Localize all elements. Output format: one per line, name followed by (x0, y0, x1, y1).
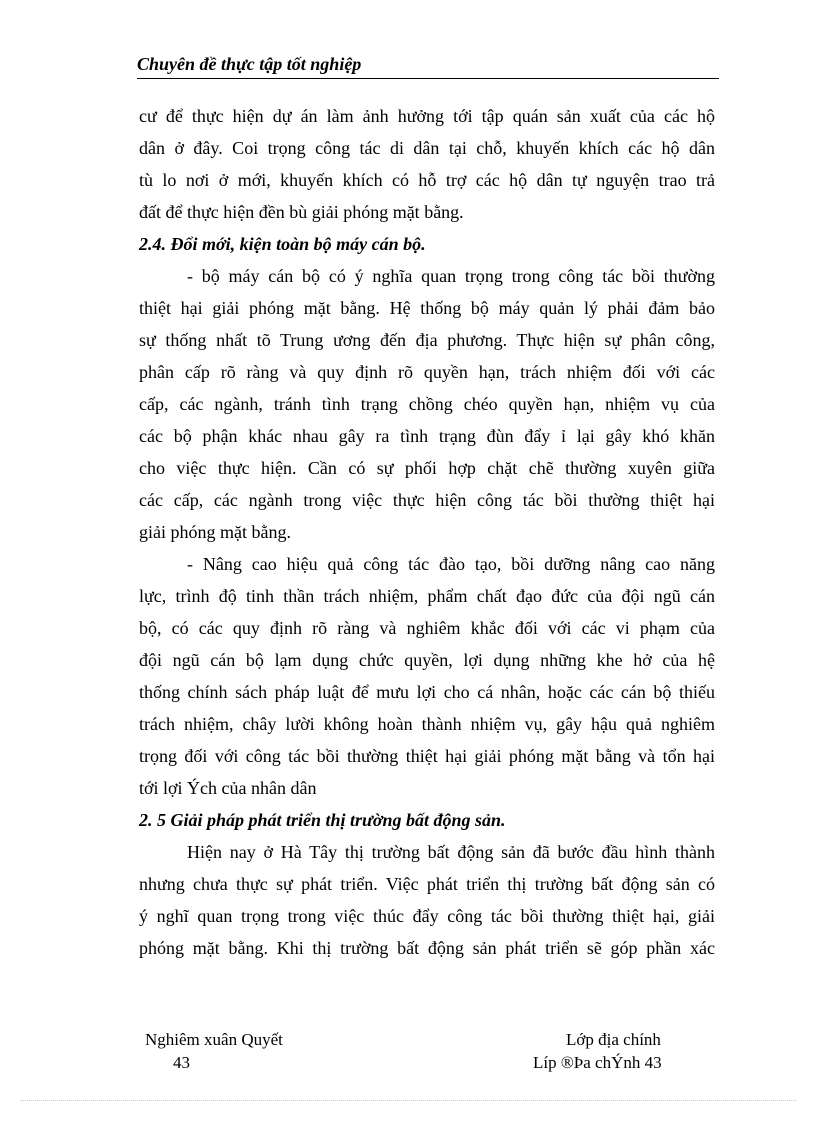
body-text-line: cấp, các ngành, tránh tình trạng chồng chéo quyền hạn, nhiệm vụ của (139, 394, 715, 414)
body-text-line: trọng đối với công tác bồi thường thiệt hại giải phóng mặt bằng và tổn hại (139, 746, 715, 766)
body-text-line: nhưng chưa thực sự phát triển. Việc phát triển thị trường bất động sản có (139, 874, 715, 894)
body-text-line: các bộ phận khác nhau gây ra tình trạng đùn đẩy ỉ lại gây khó khăn (139, 426, 715, 446)
body-text-line: đất để thực hiện đền bù giải phóng mặt bằng. (139, 202, 464, 222)
footer-class-name-legacy: Líp ®Þa chÝnh 43 (533, 1053, 662, 1072)
footer-left (145, 1028, 283, 1074)
section-heading: 2. 5 Giải pháp phát triển thị trường bất động sản. (139, 810, 506, 830)
footer-author: Nghiêm xuân Quyết (145, 1030, 283, 1049)
body-text-line: thiệt hại giải phóng mặt bằng. Hệ thống bộ máy quản lý phải đảm bảo (139, 298, 715, 318)
body-text-line: sự thống nhất tõ Trung ương đến địa phương. Thực hiện sự phân công, (139, 330, 715, 350)
page-edge-divider (20, 1100, 796, 1101)
body-text-line: cư để thực hiện dự án làm ảnh hưởng tới tập quán sản xuất của các hộ (139, 106, 715, 126)
page-header (137, 50, 719, 79)
body-text-line: dân ở đây. Coi trọng công tác di dân tại chỗ, khuyến khích các hộ dân (139, 138, 715, 158)
body-text-line: phân cấp rõ ràng và quy định rõ quyền hạn, trách nhiệm đối với các (139, 362, 715, 382)
footer-right (533, 1028, 662, 1074)
body-text-line: ý nghĩ quan trọng trong việc thúc đẩy công tác bồi thường thiệt hại, giải (139, 906, 715, 926)
footer-class-name: Lớp địa chính (566, 1030, 661, 1049)
body-text-line: giải phóng mặt bằng. (139, 522, 291, 542)
body-text-line: Hiện nay ở Hà Tây thị trường bất động sản đã bước đầu hình thành (187, 842, 715, 862)
footer-page-number: 43 (173, 1053, 190, 1072)
body-text-line: thống chính sách pháp luật để mưu lợi cho cá nhân, hoặc các cán bộ thiếu (139, 682, 715, 702)
body-text-line: các cấp, các ngành trong việc thực hiện công tác bồi thường thiệt hại (139, 490, 715, 510)
body-text-line: phóng mặt bằng. Khi thị trường bất động sản phát triển sẽ góp phần xác (139, 938, 715, 958)
header-title: Chuyên đề thực tập tốt nghiệp (137, 54, 362, 74)
body-text-line: trách nhiệm, chây lười không hoàn thành nhiệm vụ, gây hậu quả nghiêm (139, 714, 715, 734)
body-text-line: đội ngũ cán bộ lạm dụng chức quyền, lợi dụng những khe hở của hệ (139, 650, 715, 670)
body-text-line: - bộ máy cán bộ có ý nghĩa quan trọng trong công tác bồi thường (187, 266, 715, 286)
body-text-line: bộ, có các quy định rõ ràng và nghiêm khắc đối với các vi phạm của (139, 618, 715, 638)
body-text-line: tới lợi Ých của nhân dân (139, 778, 317, 798)
document-body (139, 100, 715, 964)
body-text-line: tù lo nơi ở mới, khuyến khích có hỗ trợ các hộ dân tự nguyện trao trả (139, 170, 715, 190)
body-text-line: cho việc thực hiện. Cần có sự phối hợp chặt chẽ thường xuyên giữa (139, 458, 715, 478)
body-text-line: lực, trình độ tinh thần trách nhiệm, phẩm chất đạo đức của đội ngũ cán (139, 586, 715, 606)
section-heading: 2.4. Đổi mới, kiện toàn bộ máy cán bộ. (139, 234, 426, 254)
body-text-line: - Nâng cao hiệu quả công tác đào tạo, bồi dưỡng nâng cao năng (187, 554, 715, 574)
